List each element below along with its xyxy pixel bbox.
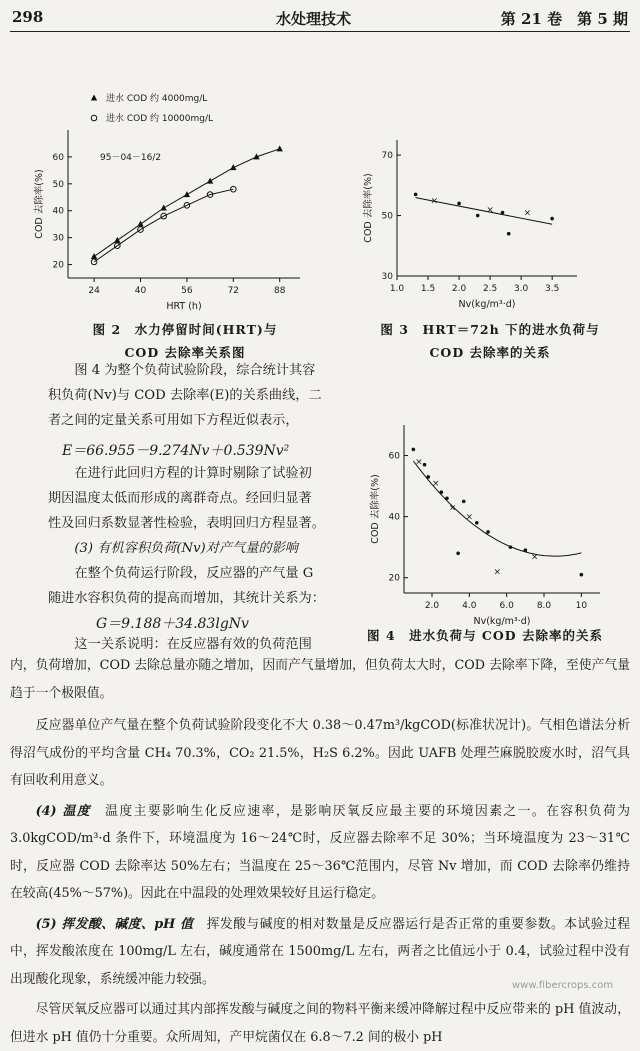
- x-tick-label: 2.0: [451, 284, 467, 294]
- left-column-text-2: [48, 461, 348, 611]
- data-point-dot: [412, 448, 416, 452]
- y-tick-label: 60: [52, 152, 64, 163]
- data-point-circle: [91, 115, 97, 121]
- series-line: [94, 189, 233, 262]
- y-axis-label: COD 去除率(%): [363, 173, 374, 243]
- data-point-dot: [456, 551, 460, 555]
- page-number: 298: [12, 8, 44, 26]
- x-tick-label: 88: [273, 286, 286, 296]
- x-axis-label: Nv(kg/m³·d): [473, 616, 531, 627]
- regression-curve: [413, 461, 581, 556]
- x-axis-label: HRT (h): [166, 301, 202, 312]
- equation-2: G＝9.188＋34.83lgNv: [96, 616, 249, 632]
- paragraph-text: 温度主要影响生化反应速率，是影响厌氧反应最主要的环境因素之一。在容积负荷为 3.0kgCOD/m³·d 条件下，环境温度为 16～24℃时，反应器去除率不足 30%；当环境温度为 23～31℃时，反应器 COD 去除率达 50%左右；当温度在 25～36℃范围内，尽管 Nv 增加，而 COD 去除率仍维持在较高(45%～57%)。因此在中温段的处理效果较好且运行稳定。: [10, 803, 630, 901]
- data-point-dot: [550, 217, 554, 221]
- x-tick-label: 8.0: [536, 601, 552, 611]
- figure-2-chart: [10, 80, 310, 320]
- body-line: 图 4 为整个负荷试验阶段，综合统计其容: [74, 363, 316, 378]
- y-tick-label: 30: [381, 272, 393, 282]
- y-tick-label: 20: [52, 260, 64, 271]
- data-point-dot: [462, 500, 466, 504]
- paragraph: 反应器单位产气量在整个负荷试验阶段变化不大 0.38～0.47m³/kgCOD(标准状况计)。气相色谱法分析得沼气成份的平均含量 CH₄ 70.3%，CO₂ 21.5%，H₂S 6.2%。因此 UAFB 处理苎麻脱胶废水时，沼气具有回收利用意义。: [10, 718, 630, 788]
- y-tick-label: 40: [388, 512, 400, 523]
- x-axis-label: Nv(kg/m³·d): [458, 299, 516, 310]
- body-line: 者之间的定量关系可用如下方程近似表示，: [48, 413, 299, 428]
- volume-issue: 第 21 卷 第 5 期: [500, 10, 628, 28]
- data-point-triangle: [137, 221, 143, 227]
- chart-annotation: 95－04－16/2: [100, 153, 162, 163]
- figure-4-caption-line: 图 4 进水负荷与 COD 去除率的关系: [367, 628, 603, 643]
- y-axis-label: COD 去除率(%): [370, 474, 381, 544]
- x-tick-label: 56: [181, 286, 193, 296]
- x-tick-label: 2.5: [482, 284, 498, 294]
- body-line: 在整个负荷运行阶段，反应器的产气量 G: [74, 566, 314, 581]
- x-tick-label: 1.5: [420, 284, 436, 294]
- data-point-dot: [501, 211, 505, 215]
- data-point-triangle: [91, 95, 97, 101]
- x-tick-label: 1.0: [389, 284, 405, 294]
- section-4-heading: (4) 温度: [35, 803, 91, 819]
- section-3-heading: (3) 有机容积负荷(Nv)对产气量的影响: [74, 541, 298, 556]
- data-point-dot: [426, 475, 430, 479]
- data-point-dot: [445, 497, 449, 501]
- y-tick-label: 50: [52, 179, 64, 190]
- data-point-dot: [580, 573, 584, 577]
- y-tick-label: 60: [388, 451, 400, 462]
- y-tick-label: 20: [388, 573, 400, 584]
- data-point-dot: [509, 545, 513, 549]
- paragraph: [10, 798, 630, 908]
- page-header: [0, 0, 640, 34]
- figure-3-caption-line1: 图 3 HRT＝72h 下的进水负荷与: [380, 322, 600, 337]
- y-tick-label: 40: [52, 206, 64, 217]
- data-point-dot: [507, 232, 511, 236]
- figure-4-chart: [360, 405, 610, 635]
- x-tick-label: 40: [134, 286, 147, 296]
- header-rule: [10, 31, 630, 32]
- data-point-dot: [476, 214, 480, 218]
- data-point-dot: [486, 530, 490, 534]
- x-tick-label: 3.5: [545, 284, 560, 294]
- watermark: www.fibercrops.com: [512, 980, 614, 991]
- body-line: 随进水容积负荷的提高而增加，其统计关系为：: [48, 591, 325, 606]
- x-tick-label: 4.0: [462, 601, 477, 611]
- body-line: 性及回归系数显著性检验，表明回归方程显著。: [48, 516, 325, 531]
- data-point-cross: ×: [431, 479, 440, 490]
- y-axis-label: COD 去除率(%): [34, 169, 45, 239]
- data-point-dot: [457, 202, 461, 206]
- x-tick-label: 3.0: [513, 284, 529, 294]
- body-line: 积负荷(Nv)与 COD 去除率(E)的关系曲线，二: [48, 388, 322, 403]
- x-tick-label: 10: [575, 601, 588, 611]
- figure-2-caption-line2: COD 去除率关系图: [124, 345, 246, 360]
- x-tick-label: 2.0: [424, 601, 440, 611]
- data-point-cross: ×: [530, 552, 539, 563]
- data-point-triangle: [91, 253, 97, 259]
- data-point-cross: ×: [493, 567, 502, 578]
- data-point-cross: ×: [415, 457, 423, 468]
- journal-title: 水处理技术: [276, 10, 352, 28]
- body-line: 在进行此回归方程的计算时剔除了试验初: [74, 466, 312, 481]
- figure-2-caption-line1: 图 2 水力停留时间(HRT)与: [92, 322, 278, 337]
- figure-3-chart: [345, 120, 595, 310]
- x-tick-label: 6.0: [499, 601, 514, 611]
- data-point-triangle: [161, 205, 167, 211]
- equation-1: E＝66.955－9.274Nv＋0.539Nv²: [62, 443, 290, 459]
- data-point-triangle: [207, 178, 213, 184]
- data-point-dot: [475, 521, 479, 525]
- data-point-triangle: [184, 191, 190, 197]
- legend-label: 进水 COD 约 10000mg/L: [106, 114, 214, 124]
- paragraph: 尽管厌氧反应器可以通过其内部挥发酸与碱度之间的物料平衡来缓冲降解过程中反应带来的 pH 值波动，但进水 pH 值仍十分重要。众所周知，产甲烷菌仅在 6.8～7.2 间的极小 pH: [10, 1002, 630, 1045]
- full-width-text: [10, 652, 630, 1051]
- data-point-triangle: [114, 237, 120, 243]
- body-line: 期因温度太低而形成的离群奇点。经回归显著: [48, 491, 312, 506]
- paragraph-text: 挥发酸与碱度的相对数量是反应器运行是否正常的重要参数。本试验过程中，挥发酸浓度在 100mg/L 左右，碱度通常在 1500mg/L 左右，两者之比值远小于 0.4，试验过程中没有出现酸化现象，系统缓冲能力较强。: [10, 916, 631, 987]
- y-tick-label: 30: [52, 233, 64, 244]
- figure-4-caption: [350, 624, 620, 647]
- figure-3-caption: [350, 318, 630, 364]
- data-point-cross: ×: [448, 503, 457, 514]
- y-tick-label: 70: [381, 151, 393, 162]
- body-line: 这一关系说明：在反应器有效的负荷范围: [74, 637, 312, 652]
- figure-3-caption-line2: COD 去除率的关系: [429, 345, 551, 360]
- legend-label: 进水 COD 约 4000mg/L: [106, 94, 208, 104]
- left-column-text: [48, 358, 348, 433]
- data-point-cross: ×: [486, 205, 494, 216]
- data-point-cross: ×: [523, 208, 532, 219]
- data-point-dot: [414, 193, 418, 197]
- data-point-dot: [440, 490, 444, 494]
- section-5-heading: (5) 挥发酸、碱度、pH 值: [35, 916, 194, 932]
- x-tick-label: 24: [88, 286, 100, 296]
- data-point-dot: [423, 463, 427, 467]
- x-tick-label: 72: [227, 286, 240, 296]
- y-tick-label: 50: [381, 211, 393, 222]
- data-point-cross: ×: [465, 512, 474, 523]
- data-point-triangle: [277, 145, 283, 151]
- data-point-dot: [524, 548, 528, 552]
- data-point-cross: ×: [430, 196, 439, 207]
- paragraph: 内，负荷增加，COD 去除总量亦随之增加，因而产气量增加，但负荷太大时，COD 去除率下降，至使产气量趋于一个极限值。: [10, 658, 630, 701]
